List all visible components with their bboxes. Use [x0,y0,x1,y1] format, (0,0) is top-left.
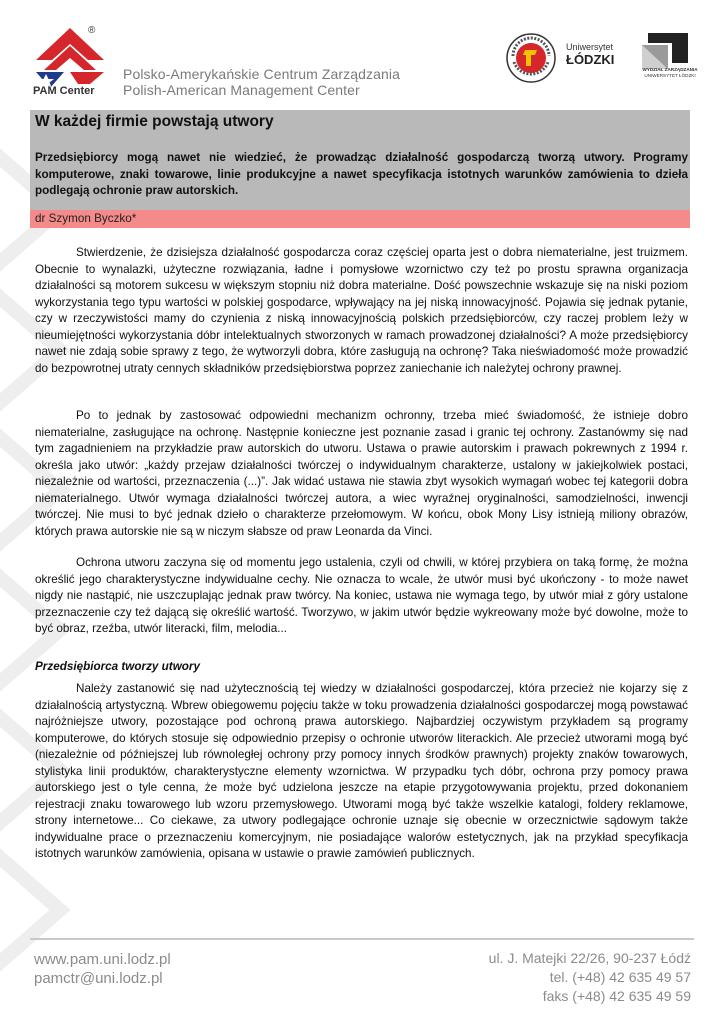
paragraph-3: Ochrona utworu zaczyna się od momentu jego ustalenia, czyli od chwili, w której przybiera on taką formę, że można określić jego charakterystyczne indywidualne cechy. Nie oznacza to wcale, że utwór musi być ukończony - to może nawet nigdy nie nastąpić, nie uszczuplając jednak praw twórcy. Na koniec, ustawa nie wymaga tego, by utwór miał z góry ustalone przeznaczenie czy też dającą się określić wartość. Tworzywo, w jakim utwór będzie wykreowany może być dowolne, może to być obraz, rzeźba, utwór literacki, film, melodia... [35,556,688,636]
article-lead: Przedsiębiorcy mogą nawet nie wiedzieć, że prowadząc działalność gospodarczą tworzą utwory. Programy komputerowe, znaki towarowe, linie produkcyjne a nawet specyfikacja istotnych warunków zamówienia to dzieła podlegają ochronie praw autorskich. [35,151,688,197]
faculty-name: WYDZIAŁ ZARZĄDZANIA [642,67,698,72]
pam-center-label: PAM Center [33,85,95,97]
footer-divider [30,938,694,940]
footer-phone: tel. (+48) 42 635 49 57 [549,969,691,985]
paragraph-4: Należy zastanowić się nad użytecznością tej wiedzy w działalności gospodarczej, która przecież nie kojarzy się z działalnością artystyczną. Wbrew obiegowemu pojęciu także w toku prowadzenia działalności gospodarczej mogą powstawać najróżniejsze utwory, pozostające pod ochroną prawa autorskiego. Najbardziej oczywistym przykładem są programy komputerowe, do których stosuje się odpowiednio przepisy o ochronie utworów literackich. Ale przecież utworami mogą być (niezależnie od późniejszej lub równoległej ochrony przy pomocy innych środków prawnych) projekty znaków towarowych, stylistyka linii produktów, charakterystyczne elementy wzornictwa. W przypadku tych dóbr, ochrona przy pomocy prawa autorskiego jest o tyle cenna, że może być udzielona jeszcze na etapie przygotowywania projektu, przed dokonaniem rejestracji znaku towarowego lub wzoru przemysłowego. Utworami mogą być także wszelkie katalogi, foldery reklamowe, strony internetowe... Co ciekawe, za utwory podlegające ochronie uznaje się obecnie w orzecznictwie sądowym także indywidualne prace o przeznaczeniu komercyjnym, nie posiadające walorów estetycznych, jak na przykład specyfikacja istotnych warunków zamówienia, opisana w ustawie o prawie zamówień publicznych. [35,682,688,861]
paragraph-2: Po to jednak by zastosować odpowiedni mechanizm ochronny, trzeba mieć świadomość, że istnieje dobro niematerialne, zasługujące na ochronę. Następnie konieczne jest poznanie zasad i granic tej ochrony. Zastanówmy się nad tym zagadnieniem na przykładzie praw autorskich do utworu. Ustawa o prawie autorskim i prawach pokrewnych z 1994 r. określa jako utwór: „każdy przejaw działalności twórczej o indywidualnym charakterze, ustalony w jakiejkolwiek postaci, niezależnie od wartości, przeznaczenia (...)”. Jak widać ustawa nie stawia zbyt wysokich wymagań wobec tej kategorii dobra niematerialnego. Utwór wymaga działalności twórczej autora, a wiec wyraźnej oryginalności, samodzielności, inwencji twórczej. Nie musi to być jednak dzieło o charakterze przełomowym. W końcu, obok Mony Lisy istnieją miliony obrazów, których prawa autorskie nie są w niczym słabsze od praw Leonarda da Vinci. [35,409,688,538]
center-name-polish: Polsko-Amerykańskie Centrum Zarządzania [123,66,401,82]
footer-website: www.pam.uni.lodz.pl [34,951,171,968]
footer-address: ul. J. Matejki 22/26, 90-237 Łódź [488,950,691,966]
article-title: W każdej firmie powstają utwory [35,113,274,130]
section-subheading: Przedsiębiorca tworzy utwory [35,660,200,673]
paragraph-1: Stwierdzenie, że dzisiejsza działalność gospodarcza coraz częściej oparta jest o dobra niematerialne, jest truizmem. Obecnie to wynalazki, użyteczne rozwiązania, ładne i pomysłowe wzornictwo czy też po prostu sprawna organizacja działalności są motorem sukcesu w większym stopniu niż dobra materialne. Dość powszechnie wskazuje się na niski poziom wykorzystania tego typu wartości w polskiej gospodarce, wpływający na jej niską innowacyjność. Pojawia się jednak pytanie, czy w rzeczywistości mamy do czynienia z niską innowacyjnością polskich przedsiębiorców, czy raczej problem leży w nieumiejętności wykorzystania dóbr intelektualnych stworzonych w ramach prowadzonej działalności? A może przedsiębiorcy nawet nie zdają sobie sprawy z tego, że wytworzyli dobra, które zasługują na ochronę? Taka nieświadomość może prowadzić do bezpowrotnej utraty cennych składników przedsiębiorstwa poprzez zaniechanie ich należytej ochrony prawnej. [35,246,688,375]
university-name: ŁÓDZKI [566,52,615,67]
article-author: dr Szymon Byczko* [35,212,137,225]
footer-email: pamctr@uni.lodz.pl [34,970,163,987]
faculty-logo [642,33,688,69]
faculty-university: UNIWERSYTET ŁÓDZKI [644,73,696,78]
center-name-english: Polish-American Management Center [123,82,360,98]
footer-fax: faks (+48) 42 635 49 59 [542,988,691,1004]
university-seal-logo [505,32,557,84]
university-word: Uniwersytet [566,42,614,52]
registered-mark: ® [88,25,96,36]
